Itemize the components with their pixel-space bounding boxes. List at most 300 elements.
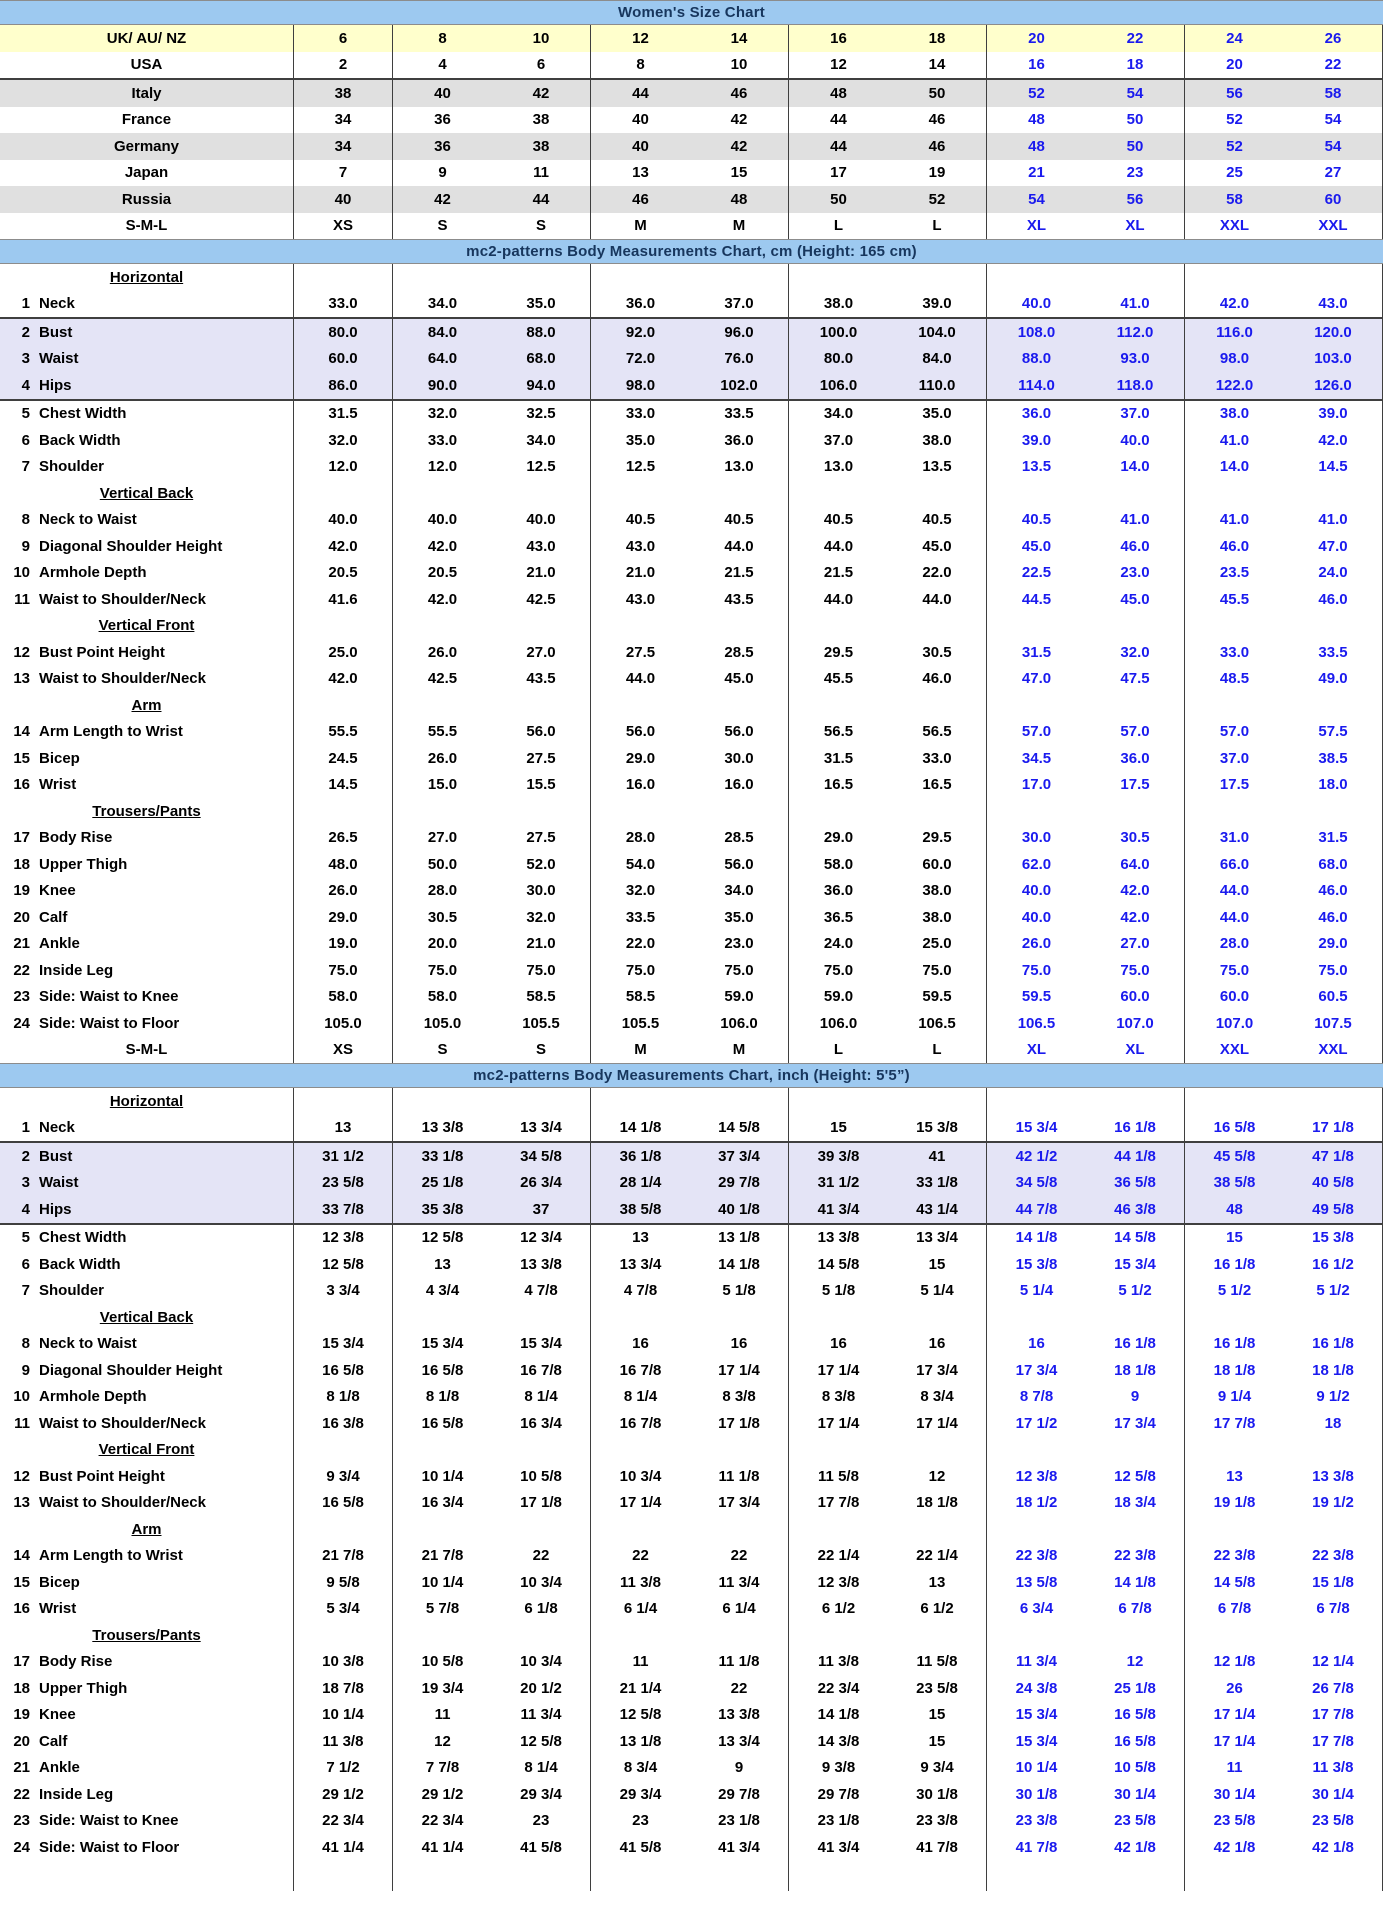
value-cell: 40.5 <box>625 511 656 529</box>
value-cell: 44.0 <box>690 533 789 560</box>
row-number: 10 <box>13 564 30 582</box>
row-label: Japan <box>124 164 169 182</box>
value-cell: 36.0 <box>1021 405 1052 423</box>
value-cell: 5 1/4 <box>888 1278 987 1305</box>
value-cell: 41 3/4 <box>817 1838 860 1856</box>
row-label-cell <box>0 1196 294 1223</box>
row-label-cell <box>0 133 294 160</box>
table-row <box>0 427 1383 454</box>
value-cell <box>591 692 690 719</box>
value-cell: 24.5 <box>294 745 393 772</box>
value-cell: 20.0 <box>427 935 458 953</box>
value-cell: 100.0 <box>819 323 858 341</box>
value-cell: 33 1/8 <box>421 1147 464 1165</box>
value-cell: 33.0 <box>888 745 987 772</box>
stub-cell <box>294 1861 393 1891</box>
value-cell: 57.5 <box>1284 719 1383 746</box>
section-heading: Horizontal <box>109 268 184 286</box>
table-row <box>0 25 1383 52</box>
row-number: 23 <box>13 1812 30 1830</box>
value-cell: XL <box>1086 1037 1185 1064</box>
value-cell: 28.0 <box>1219 935 1250 953</box>
value-cell <box>294 692 393 719</box>
value-cell: 10 5/8 <box>492 1463 591 1490</box>
value-cell: 52 <box>1226 111 1243 129</box>
value-cell <box>492 1622 591 1649</box>
value-cell <box>591 798 690 825</box>
value-cell: 43.0 <box>625 590 656 608</box>
value-cell: 112.0 <box>1086 319 1185 346</box>
value-cell: 42 <box>434 190 451 208</box>
value-cell: 16.0 <box>625 776 656 794</box>
value-cell: 13 3/8 <box>421 1119 464 1137</box>
value-cell: S <box>437 1041 448 1059</box>
value-cell: 44.0 <box>1219 908 1250 926</box>
value-cell: 23 1/8 <box>690 1808 789 1835</box>
row-label: UK/ AU/ NZ <box>106 29 187 47</box>
row-label-cell <box>0 560 294 587</box>
value-cell: 60.0 <box>1219 988 1250 1006</box>
section-heading: Vertical Back <box>99 484 194 502</box>
row-number: 15 <box>13 749 30 767</box>
value-cell: 56.0 <box>492 719 591 746</box>
value-cell: 17.0 <box>1021 776 1052 794</box>
row-label-cell <box>0 825 294 852</box>
row-label-cell <box>0 372 294 399</box>
value-cell: 27.0 <box>1086 931 1185 958</box>
value-cell <box>1185 1304 1284 1331</box>
value-cell: 54 <box>1086 80 1185 107</box>
value-cell: 39 3/8 <box>817 1147 860 1165</box>
value-cell <box>888 613 987 640</box>
value-cell: 62.0 <box>1021 855 1052 873</box>
value-cell: 32.0 <box>427 405 458 423</box>
value-cell: 8 3/8 <box>690 1384 789 1411</box>
value-cell: 15 3/4 <box>421 1335 464 1353</box>
value-cell: 36 5/8 <box>1086 1170 1185 1197</box>
value-cell: 17 1/4 <box>817 1414 860 1432</box>
row-number: 24 <box>13 1838 30 1856</box>
row-label-cell <box>0 957 294 984</box>
value-cell: 15 3/4 <box>1086 1251 1185 1278</box>
value-cell <box>789 1622 888 1649</box>
value-cell: 50 <box>888 80 987 107</box>
value-cell: 12 <box>632 29 649 47</box>
value-cell: 10 1/4 <box>421 1573 464 1591</box>
value-cell: 29 7/8 <box>690 1170 789 1197</box>
value-cell <box>1086 613 1185 640</box>
value-cell: 33.5 <box>690 401 789 428</box>
table-row <box>0 1490 1383 1517</box>
section-heading: Arm <box>131 1520 162 1538</box>
row-label: Shoulder <box>39 458 105 476</box>
value-cell <box>393 1622 492 1649</box>
value-cell: 60.0 <box>1086 984 1185 1011</box>
row-label-cell <box>0 1331 294 1358</box>
value-cell: 12 5/8 <box>1086 1463 1185 1490</box>
value-cell: 107.5 <box>1284 1010 1383 1037</box>
value-cell: 18 3/4 <box>1086 1490 1185 1517</box>
value-cell: 45.5 <box>1219 590 1250 608</box>
value-cell: 18 1/8 <box>1086 1357 1185 1384</box>
table-row <box>0 878 1383 905</box>
value-cell: S <box>437 217 448 235</box>
value-cell: 84.0 <box>888 346 987 373</box>
table-row <box>0 1196 1383 1225</box>
table-row <box>0 1251 1383 1278</box>
value-cell: 42.0 <box>1086 904 1185 931</box>
stub-cell <box>1185 1861 1284 1891</box>
value-cell: 7 <box>294 160 393 187</box>
row-label: Waist <box>39 1174 79 1192</box>
value-cell: 84.0 <box>427 323 458 341</box>
row-label: Neck to Waist <box>39 511 137 529</box>
value-cell <box>591 1304 690 1331</box>
value-cell: 23 5/8 <box>888 1675 987 1702</box>
value-cell <box>393 613 492 640</box>
value-cell <box>294 1437 393 1464</box>
value-cell: 13.0 <box>690 454 789 481</box>
row-label: Bust <box>39 1147 73 1165</box>
table-row <box>0 1622 1383 1649</box>
value-cell: 48 <box>1028 111 1045 129</box>
value-cell: 17 1/4 <box>888 1410 987 1437</box>
stub-cell <box>492 1861 591 1891</box>
value-cell <box>690 480 789 507</box>
row-number: 5 <box>21 405 30 423</box>
value-cell: 36.0 <box>690 427 789 454</box>
row-number: 22 <box>13 961 30 979</box>
table-row <box>0 984 1383 1011</box>
value-cell: 36 1/8 <box>619 1147 662 1165</box>
value-cell: 13 3/4 <box>619 1255 662 1273</box>
value-cell: 75.0 <box>823 961 854 979</box>
value-cell: 56.0 <box>690 719 789 746</box>
value-cell: 27.5 <box>625 643 656 661</box>
row-number: 3 <box>21 1174 30 1192</box>
value-cell: 33.5 <box>1284 639 1383 666</box>
table-row <box>0 904 1383 931</box>
value-cell: 27.5 <box>492 745 591 772</box>
table-row <box>0 1543 1383 1570</box>
value-cell <box>690 1622 789 1649</box>
table-row <box>0 1010 1383 1037</box>
value-cell: M <box>634 217 647 235</box>
value-cell: 16 <box>830 1335 847 1353</box>
value-cell: 22.0 <box>888 560 987 587</box>
value-cell: 38.0 <box>888 904 987 931</box>
value-cell: 19 3/4 <box>421 1679 464 1697</box>
value-cell: 16 <box>888 1331 987 1358</box>
row-label: Waist to Shoulder/Neck <box>39 1494 206 1512</box>
value-cell: 44 <box>632 84 649 102</box>
row-label-cell <box>0 904 294 931</box>
value-cell <box>789 1437 888 1464</box>
section-heading-cell <box>0 798 294 825</box>
value-cell: 30.0 <box>492 878 591 905</box>
value-cell: 38 5/8 <box>619 1200 662 1218</box>
value-cell: 68.0 <box>1284 851 1383 878</box>
value-cell: 105.5 <box>621 1014 660 1032</box>
value-cell: 54 <box>1284 133 1383 160</box>
value-cell <box>492 798 591 825</box>
row-label-cell <box>0 1834 294 1861</box>
table-row <box>0 1437 1383 1464</box>
row-label: S-M-L <box>125 217 168 235</box>
value-cell: 88.0 <box>1021 350 1052 368</box>
row-number: 17 <box>13 1653 30 1671</box>
value-cell: 42.0 <box>427 590 458 608</box>
value-cell: 36 <box>434 137 451 155</box>
value-cell: 17 1/2 <box>1015 1414 1058 1432</box>
value-cell: 80.0 <box>823 350 854 368</box>
value-cell: 26.0 <box>1021 935 1052 953</box>
value-cell <box>492 1088 591 1115</box>
value-cell: 36.5 <box>823 908 854 926</box>
value-cell: 50 <box>1086 133 1185 160</box>
value-cell: 42 1/8 <box>1086 1834 1185 1861</box>
row-number: 9 <box>21 537 30 555</box>
value-cell: 23 5/8 <box>1284 1808 1383 1835</box>
value-cell <box>789 613 888 640</box>
value-cell: 12 3/8 <box>1015 1467 1058 1485</box>
row-label: Neck <box>39 295 75 313</box>
value-cell <box>492 1304 591 1331</box>
table-row <box>0 1649 1383 1676</box>
value-cell <box>294 1622 393 1649</box>
value-cell <box>492 1437 591 1464</box>
value-cell: 57.0 <box>1021 723 1052 741</box>
value-cell: 21 <box>1028 164 1045 182</box>
value-cell: 15 1/8 <box>1284 1569 1383 1596</box>
value-cell: 33 1/8 <box>888 1170 987 1197</box>
value-cell: 106.0 <box>819 1014 858 1032</box>
value-cell: 20 <box>1226 56 1243 74</box>
row-number: 14 <box>13 1547 30 1565</box>
row-number: 11 <box>14 1414 30 1432</box>
value-cell <box>690 692 789 719</box>
value-cell <box>1086 1437 1185 1464</box>
value-cell: 21 1/4 <box>619 1679 662 1697</box>
value-cell: 105.5 <box>492 1010 591 1037</box>
value-cell: 13 <box>632 1229 649 1247</box>
value-cell: 24.0 <box>1284 560 1383 587</box>
value-cell: 13 3/8 <box>1284 1463 1383 1490</box>
stub-cell <box>393 1861 492 1891</box>
value-cell: 11 3/4 <box>492 1702 591 1729</box>
value-cell: XXL <box>1284 213 1383 240</box>
value-cell <box>294 1088 393 1115</box>
value-cell: 24 3/8 <box>1015 1679 1058 1697</box>
row-label-cell <box>0 1170 294 1197</box>
value-cell: 14 1/8 <box>619 1119 662 1137</box>
value-cell: 41 5/8 <box>492 1834 591 1861</box>
value-cell: 41.0 <box>1086 291 1185 318</box>
value-cell: 11 3/8 <box>620 1573 661 1591</box>
row-label-cell <box>0 639 294 666</box>
value-cell: 75.0 <box>1219 961 1250 979</box>
value-cell: 22 <box>1086 25 1185 52</box>
value-cell: 34.0 <box>690 878 789 905</box>
value-cell: 12.0 <box>427 458 458 476</box>
value-cell: 27.0 <box>427 829 458 847</box>
value-cell: 13 3/4 <box>690 1728 789 1755</box>
value-cell: XXL <box>1284 1037 1383 1064</box>
value-cell: 18.0 <box>1284 772 1383 799</box>
value-cell: 98.0 <box>625 376 656 394</box>
value-cell: 33 7/8 <box>294 1196 393 1223</box>
value-cell: 38 5/8 <box>1213 1174 1256 1192</box>
value-cell: 6 7/8 <box>1217 1600 1252 1618</box>
value-cell: 55.5 <box>427 723 458 741</box>
value-cell <box>789 692 888 719</box>
value-cell: 11 <box>434 1706 451 1724</box>
value-cell: 48 <box>1226 1200 1243 1218</box>
row-label: Calf <box>39 908 68 926</box>
value-cell: 37.0 <box>1219 749 1250 767</box>
table-row <box>0 1278 1383 1305</box>
value-cell: 21 7/8 <box>294 1543 393 1570</box>
value-cell: 16 <box>690 1331 789 1358</box>
value-cell: 27.0 <box>492 639 591 666</box>
value-cell: 106.0 <box>690 1010 789 1037</box>
value-cell: 54.0 <box>625 855 656 873</box>
row-label: Hips <box>39 1200 72 1218</box>
value-cell <box>987 1622 1086 1649</box>
value-cell: 38.0 <box>888 878 987 905</box>
value-cell: 107.0 <box>1086 1010 1185 1037</box>
value-cell: 105.0 <box>294 1010 393 1037</box>
value-cell: 26.0 <box>427 643 458 661</box>
table-row <box>0 1225 1383 1252</box>
value-cell: 33.0 <box>1219 643 1250 661</box>
row-label: Ankle <box>39 1759 80 1777</box>
value-cell: 41 5/8 <box>619 1838 662 1856</box>
value-cell: 6 1/4 <box>690 1596 789 1623</box>
value-cell: 75.0 <box>888 957 987 984</box>
value-cell: 16 5/8 <box>294 1490 393 1517</box>
value-cell: 75.0 <box>1284 957 1383 984</box>
row-number: 9 <box>21 1361 30 1379</box>
value-cell: 16 5/8 <box>1213 1119 1256 1137</box>
value-cell: XL <box>1086 213 1185 240</box>
value-cell: 23 5/8 <box>1086 1808 1185 1835</box>
value-cell <box>690 1304 789 1331</box>
table-row <box>0 80 1383 107</box>
value-cell: 34.0 <box>492 427 591 454</box>
value-cell <box>987 1088 1086 1115</box>
value-cell: 42 1/8 <box>1284 1834 1383 1861</box>
value-cell: 26.5 <box>294 825 393 852</box>
value-cell <box>393 1516 492 1543</box>
row-label-cell <box>0 772 294 799</box>
value-cell: 15 3/4 <box>1015 1706 1058 1724</box>
row-label-cell <box>0 1490 294 1517</box>
value-cell: 9 1/4 <box>1217 1388 1252 1406</box>
value-cell: 90.0 <box>427 376 458 394</box>
row-label-cell <box>0 160 294 187</box>
value-cell: 40.5 <box>1021 511 1052 529</box>
value-cell: 34 <box>294 133 393 160</box>
row-label-cell <box>0 931 294 958</box>
value-cell <box>789 1304 888 1331</box>
row-number: 8 <box>21 1335 30 1353</box>
value-cell: 15 3/4 <box>492 1331 591 1358</box>
value-cell: 11 3/8 <box>294 1728 393 1755</box>
value-cell: 25 1/8 <box>1086 1675 1185 1702</box>
value-cell <box>888 798 987 825</box>
value-cell: M <box>634 1041 647 1059</box>
value-cell: 21.0 <box>492 560 591 587</box>
row-number: 12 <box>13 1467 30 1485</box>
value-cell: 15 3/8 <box>1284 1225 1383 1252</box>
value-cell: 17 3/4 <box>888 1357 987 1384</box>
value-cell: 8 3/4 <box>623 1759 658 1777</box>
row-label: Chest Width <box>39 1229 127 1247</box>
row-number: 1 <box>21 295 30 313</box>
value-cell: 8 1/8 <box>425 1388 460 1406</box>
value-cell: 25 1/8 <box>421 1174 464 1192</box>
value-cell: 31.5 <box>1021 643 1052 661</box>
value-cell: 41.6 <box>294 586 393 613</box>
value-cell <box>1185 1516 1284 1543</box>
value-cell <box>1086 1516 1185 1543</box>
value-cell <box>690 1437 789 1464</box>
value-cell: 4 <box>438 56 447 74</box>
row-number: 16 <box>13 1600 30 1618</box>
value-cell: S <box>492 213 591 240</box>
table-row <box>0 851 1383 878</box>
value-cell: 21.5 <box>690 560 789 587</box>
value-cell: 21 7/8 <box>421 1547 464 1565</box>
value-cell: 8 1/8 <box>294 1384 393 1411</box>
value-cell: 12 3/8 <box>817 1573 860 1591</box>
row-label: Calf <box>39 1732 68 1750</box>
value-cell <box>789 1088 888 1115</box>
table-row <box>0 1675 1383 1702</box>
value-cell: 16.5 <box>888 772 987 799</box>
value-cell <box>1284 1516 1383 1543</box>
value-cell: 75.0 <box>690 957 789 984</box>
row-label-cell <box>0 1596 294 1623</box>
stub-cell <box>0 1861 294 1891</box>
value-cell: 38.5 <box>1284 745 1383 772</box>
value-cell: 41 3/4 <box>690 1834 789 1861</box>
value-cell: 46.0 <box>1219 537 1250 555</box>
value-cell: 11 <box>1226 1759 1243 1777</box>
value-cell: 41 7/8 <box>1015 1838 1058 1856</box>
value-cell: XS <box>294 1037 393 1064</box>
section-heading-cell <box>0 1622 294 1649</box>
value-cell: 14.5 <box>1284 454 1383 481</box>
value-cell: 20 <box>1028 29 1045 47</box>
value-cell: 13 3/4 <box>888 1225 987 1252</box>
value-cell: 40 <box>632 111 649 129</box>
value-cell: 8 1/4 <box>623 1388 658 1406</box>
value-cell: 19 <box>888 160 987 187</box>
value-cell: 34 5/8 <box>492 1143 591 1170</box>
value-cell: 5 3/4 <box>294 1596 393 1623</box>
value-cell: 42.0 <box>294 666 393 693</box>
value-cell: XXL <box>1219 1041 1250 1059</box>
section-title-bar <box>0 239 1383 264</box>
value-cell <box>393 1088 492 1115</box>
value-cell <box>1284 798 1383 825</box>
table-row <box>0 666 1383 693</box>
table-row <box>0 107 1383 134</box>
value-cell: 22 <box>1284 52 1383 79</box>
value-cell: 42 <box>690 107 789 134</box>
